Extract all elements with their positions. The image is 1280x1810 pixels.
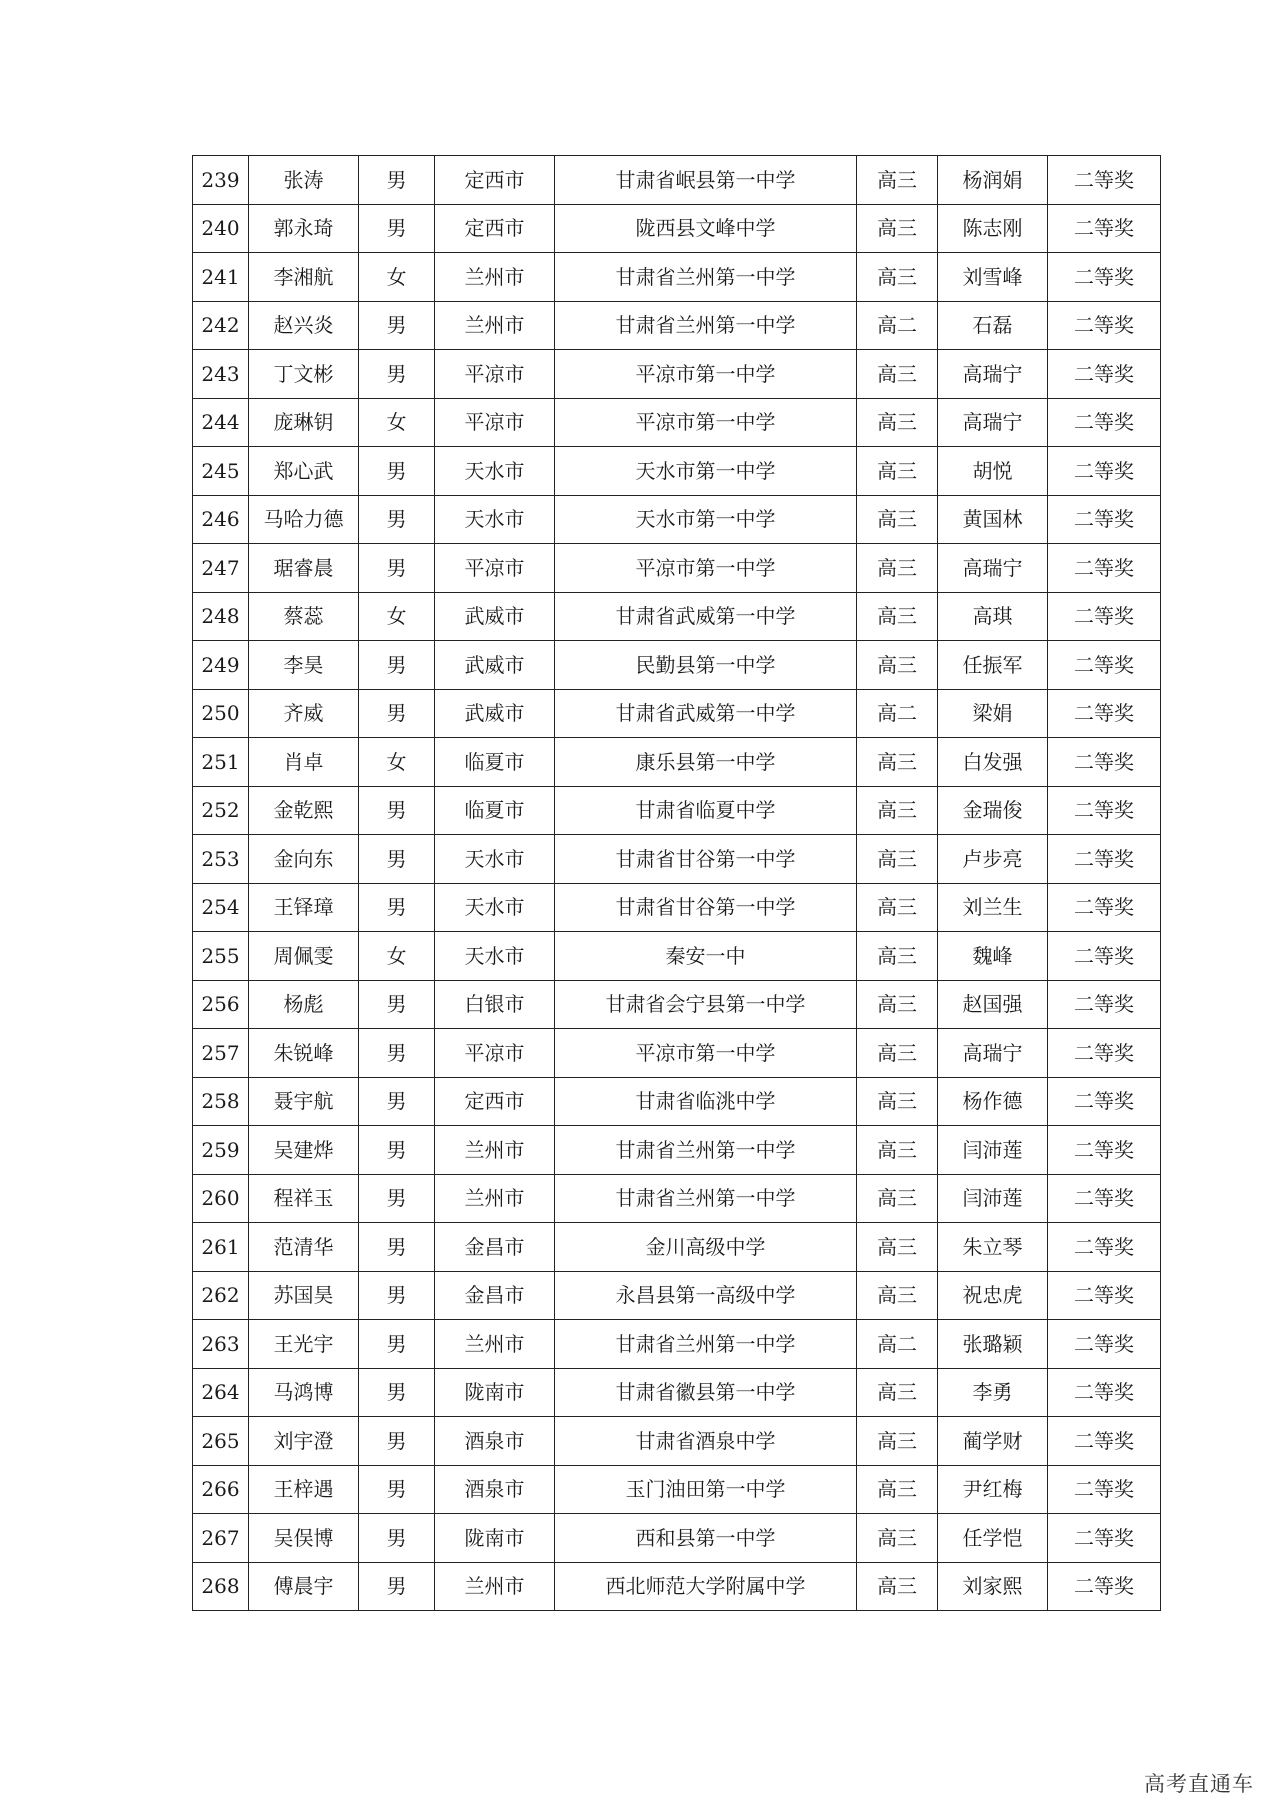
cell-grade: 高三	[857, 398, 938, 447]
cell-teacher: 蔺学财	[938, 1417, 1048, 1466]
cell-student-name: 李昊	[249, 641, 359, 690]
cell-index: 248	[193, 592, 249, 641]
cell-grade: 高三	[857, 1029, 938, 1078]
cell-school: 天水市第一中学	[555, 447, 857, 496]
cell-city: 平凉市	[435, 350, 555, 399]
cell-school: 甘肃省兰州第一中学	[555, 301, 857, 350]
cell-award: 二等奖	[1048, 592, 1161, 641]
cell-grade: 高三	[857, 1417, 938, 1466]
cell-gender: 男	[359, 350, 435, 399]
cell-gender: 男	[359, 301, 435, 350]
cell-student-name: 赵兴炎	[249, 301, 359, 350]
table-row	[193, 641, 1161, 690]
cell-gender: 女	[359, 398, 435, 447]
cell-gender: 女	[359, 592, 435, 641]
cell-grade: 高三	[857, 1271, 938, 1320]
cell-award: 二等奖	[1048, 301, 1161, 350]
cell-grade: 高三	[857, 883, 938, 932]
cell-school: 西和县第一中学	[555, 1514, 857, 1563]
cell-student-name: 丁文彬	[249, 350, 359, 399]
cell-city: 兰州市	[435, 1320, 555, 1369]
cell-index: 250	[193, 689, 249, 738]
cell-index: 243	[193, 350, 249, 399]
cell-award: 二等奖	[1048, 544, 1161, 593]
cell-school: 民勤县第一中学	[555, 641, 857, 690]
cell-teacher: 高瑞宁	[938, 398, 1048, 447]
cell-teacher: 杨作德	[938, 1077, 1048, 1126]
cell-index: 261	[193, 1223, 249, 1272]
cell-index: 266	[193, 1465, 249, 1514]
cell-award: 二等奖	[1048, 1029, 1161, 1078]
cell-city: 白银市	[435, 980, 555, 1029]
cell-student-name: 金向东	[249, 835, 359, 884]
cell-student-name: 朱锐峰	[249, 1029, 359, 1078]
cell-city: 天水市	[435, 883, 555, 932]
cell-index: 242	[193, 301, 249, 350]
cell-teacher: 魏峰	[938, 932, 1048, 981]
cell-gender: 男	[359, 786, 435, 835]
cell-student-name: 周佩雯	[249, 932, 359, 981]
cell-city: 酒泉市	[435, 1417, 555, 1466]
award-list-table	[192, 155, 1161, 1611]
cell-school: 甘肃省武威第一中学	[555, 689, 857, 738]
cell-gender: 男	[359, 1174, 435, 1223]
cell-student-name: 琚睿晨	[249, 544, 359, 593]
cell-city: 武威市	[435, 592, 555, 641]
cell-gender: 男	[359, 1029, 435, 1078]
cell-teacher: 陈志刚	[938, 204, 1048, 253]
cell-teacher: 任学恺	[938, 1514, 1048, 1563]
table-row	[193, 1368, 1161, 1417]
cell-index: 258	[193, 1077, 249, 1126]
cell-city: 定西市	[435, 1077, 555, 1126]
cell-teacher: 刘家熙	[938, 1562, 1048, 1611]
cell-school: 甘肃省武威第一中学	[555, 592, 857, 641]
table-row	[193, 883, 1161, 932]
cell-teacher: 白发强	[938, 738, 1048, 787]
cell-gender: 男	[359, 641, 435, 690]
table-row	[193, 253, 1161, 302]
cell-award: 二等奖	[1048, 1465, 1161, 1514]
cell-student-name: 傅晨宇	[249, 1562, 359, 1611]
cell-teacher: 闫沛莲	[938, 1174, 1048, 1223]
cell-index: 257	[193, 1029, 249, 1078]
cell-student-name: 马鸿博	[249, 1368, 359, 1417]
table-row	[193, 1320, 1161, 1369]
cell-school: 陇西县文峰中学	[555, 204, 857, 253]
table-row	[193, 932, 1161, 981]
cell-award: 二等奖	[1048, 980, 1161, 1029]
cell-city: 定西市	[435, 204, 555, 253]
cell-teacher: 赵国强	[938, 980, 1048, 1029]
cell-student-name: 吴俣博	[249, 1514, 359, 1563]
table-row	[193, 1514, 1161, 1563]
cell-city: 定西市	[435, 156, 555, 205]
cell-city: 陇南市	[435, 1368, 555, 1417]
cell-city: 兰州市	[435, 253, 555, 302]
cell-school: 秦安一中	[555, 932, 857, 981]
cell-index: 255	[193, 932, 249, 981]
cell-school: 永昌县第一高级中学	[555, 1271, 857, 1320]
cell-grade: 高二	[857, 1320, 938, 1369]
cell-school: 平凉市第一中学	[555, 398, 857, 447]
cell-city: 平凉市	[435, 1029, 555, 1078]
cell-student-name: 蔡蕊	[249, 592, 359, 641]
cell-student-name: 苏国昊	[249, 1271, 359, 1320]
cell-grade: 高三	[857, 1126, 938, 1175]
cell-school: 平凉市第一中学	[555, 544, 857, 593]
cell-city: 临夏市	[435, 738, 555, 787]
cell-index: 244	[193, 398, 249, 447]
cell-student-name: 庞琳钥	[249, 398, 359, 447]
cell-teacher: 刘雪峰	[938, 253, 1048, 302]
cell-index: 259	[193, 1126, 249, 1175]
cell-teacher: 高瑞宁	[938, 350, 1048, 399]
cell-city: 陇南市	[435, 1514, 555, 1563]
cell-teacher: 黄国林	[938, 495, 1048, 544]
cell-award: 二等奖	[1048, 1514, 1161, 1563]
cell-award: 二等奖	[1048, 1320, 1161, 1369]
cell-school: 甘肃省临洮中学	[555, 1077, 857, 1126]
cell-grade: 高三	[857, 835, 938, 884]
cell-teacher: 高瑞宁	[938, 1029, 1048, 1078]
cell-school: 天水市第一中学	[555, 495, 857, 544]
cell-city: 兰州市	[435, 1126, 555, 1175]
table-row	[193, 1223, 1161, 1272]
cell-index: 268	[193, 1562, 249, 1611]
cell-grade: 高三	[857, 1368, 938, 1417]
cell-award: 二等奖	[1048, 495, 1161, 544]
cell-gender: 男	[359, 980, 435, 1029]
table-row	[193, 1417, 1161, 1466]
cell-gender: 男	[359, 1271, 435, 1320]
table-row	[193, 1174, 1161, 1223]
cell-grade: 高二	[857, 301, 938, 350]
cell-grade: 高三	[857, 1077, 938, 1126]
cell-city: 平凉市	[435, 398, 555, 447]
cell-school: 甘肃省酒泉中学	[555, 1417, 857, 1466]
cell-grade: 高三	[857, 204, 938, 253]
cell-gender: 女	[359, 253, 435, 302]
cell-gender: 男	[359, 1126, 435, 1175]
watermark-text: 高考直通车	[1144, 1772, 1254, 1796]
cell-award: 二等奖	[1048, 932, 1161, 981]
cell-student-name: 郑心武	[249, 447, 359, 496]
cell-award: 二等奖	[1048, 398, 1161, 447]
cell-teacher: 胡悦	[938, 447, 1048, 496]
cell-school: 甘肃省岷县第一中学	[555, 156, 857, 205]
cell-award: 二等奖	[1048, 883, 1161, 932]
cell-grade: 高三	[857, 1174, 938, 1223]
cell-student-name: 程祥玉	[249, 1174, 359, 1223]
table-row	[193, 835, 1161, 884]
cell-award: 二等奖	[1048, 1368, 1161, 1417]
table-row	[193, 980, 1161, 1029]
cell-teacher: 张璐颖	[938, 1320, 1048, 1369]
cell-award: 二等奖	[1048, 1223, 1161, 1272]
table-row	[193, 156, 1161, 205]
cell-city: 兰州市	[435, 1174, 555, 1223]
cell-teacher: 高瑞宁	[938, 544, 1048, 593]
cell-award: 二等奖	[1048, 204, 1161, 253]
cell-student-name: 马哈力德	[249, 495, 359, 544]
cell-teacher: 高琪	[938, 592, 1048, 641]
cell-grade: 高三	[857, 1514, 938, 1563]
cell-student-name: 王铎璋	[249, 883, 359, 932]
cell-award: 二等奖	[1048, 156, 1161, 205]
table-row	[193, 786, 1161, 835]
cell-index: 256	[193, 980, 249, 1029]
cell-school: 甘肃省徽县第一中学	[555, 1368, 857, 1417]
cell-teacher: 闫沛莲	[938, 1126, 1048, 1175]
cell-teacher: 尹红梅	[938, 1465, 1048, 1514]
cell-teacher: 石磊	[938, 301, 1048, 350]
table-row	[193, 1126, 1161, 1175]
cell-city: 武威市	[435, 689, 555, 738]
cell-grade: 高三	[857, 253, 938, 302]
cell-teacher: 梁娟	[938, 689, 1048, 738]
cell-gender: 男	[359, 204, 435, 253]
cell-city: 天水市	[435, 835, 555, 884]
cell-school: 平凉市第一中学	[555, 350, 857, 399]
table-row	[193, 398, 1161, 447]
cell-grade: 高三	[857, 1223, 938, 1272]
cell-gender: 男	[359, 1417, 435, 1466]
cell-index: 260	[193, 1174, 249, 1223]
cell-gender: 男	[359, 544, 435, 593]
cell-gender: 男	[359, 1368, 435, 1417]
cell-school: 甘肃省会宁县第一中学	[555, 980, 857, 1029]
cell-index: 267	[193, 1514, 249, 1563]
cell-school: 康乐县第一中学	[555, 738, 857, 787]
cell-gender: 男	[359, 156, 435, 205]
cell-gender: 男	[359, 1320, 435, 1369]
cell-student-name: 刘宇澄	[249, 1417, 359, 1466]
cell-index: 262	[193, 1271, 249, 1320]
cell-school: 玉门油田第一中学	[555, 1465, 857, 1514]
cell-student-name: 郭永琦	[249, 204, 359, 253]
cell-award: 二等奖	[1048, 738, 1161, 787]
cell-school: 甘肃省甘谷第一中学	[555, 835, 857, 884]
cell-gender: 女	[359, 738, 435, 787]
cell-student-name: 金乾熙	[249, 786, 359, 835]
table-row	[193, 1465, 1161, 1514]
cell-school: 西北师范大学附属中学	[555, 1562, 857, 1611]
cell-city: 临夏市	[435, 786, 555, 835]
cell-city: 武威市	[435, 641, 555, 690]
cell-grade: 高三	[857, 932, 938, 981]
cell-student-name: 张涛	[249, 156, 359, 205]
cell-gender: 男	[359, 689, 435, 738]
table-row	[193, 689, 1161, 738]
cell-student-name: 聂宇航	[249, 1077, 359, 1126]
cell-city: 天水市	[435, 932, 555, 981]
cell-index: 252	[193, 786, 249, 835]
cell-grade: 高三	[857, 592, 938, 641]
cell-grade: 高三	[857, 786, 938, 835]
table-row	[193, 301, 1161, 350]
table-row	[193, 1029, 1161, 1078]
cell-award: 二等奖	[1048, 350, 1161, 399]
cell-city: 金昌市	[435, 1271, 555, 1320]
cell-index: 239	[193, 156, 249, 205]
cell-index: 263	[193, 1320, 249, 1369]
cell-grade: 高三	[857, 980, 938, 1029]
cell-teacher: 杨润娟	[938, 156, 1048, 205]
cell-city: 天水市	[435, 447, 555, 496]
cell-gender: 男	[359, 835, 435, 884]
table-row	[193, 738, 1161, 787]
cell-award: 二等奖	[1048, 689, 1161, 738]
cell-award: 二等奖	[1048, 1077, 1161, 1126]
cell-index: 249	[193, 641, 249, 690]
cell-gender: 男	[359, 1077, 435, 1126]
cell-award: 二等奖	[1048, 447, 1161, 496]
cell-city: 酒泉市	[435, 1465, 555, 1514]
table-row	[193, 1562, 1161, 1611]
cell-index: 251	[193, 738, 249, 787]
cell-gender: 男	[359, 1514, 435, 1563]
cell-school: 金川高级中学	[555, 1223, 857, 1272]
cell-award: 二等奖	[1048, 641, 1161, 690]
cell-gender: 男	[359, 1223, 435, 1272]
cell-index: 247	[193, 544, 249, 593]
cell-grade: 高三	[857, 495, 938, 544]
table-row	[193, 592, 1161, 641]
cell-grade: 高二	[857, 689, 938, 738]
cell-grade: 高三	[857, 738, 938, 787]
cell-student-name: 王梓遇	[249, 1465, 359, 1514]
cell-award: 二等奖	[1048, 1271, 1161, 1320]
cell-city: 天水市	[435, 495, 555, 544]
cell-award: 二等奖	[1048, 1562, 1161, 1611]
cell-index: 246	[193, 495, 249, 544]
cell-teacher: 李勇	[938, 1368, 1048, 1417]
cell-teacher: 卢步亮	[938, 835, 1048, 884]
cell-index: 265	[193, 1417, 249, 1466]
cell-teacher: 刘兰生	[938, 883, 1048, 932]
cell-grade: 高三	[857, 1562, 938, 1611]
cell-school: 甘肃省甘谷第一中学	[555, 883, 857, 932]
cell-city: 兰州市	[435, 1562, 555, 1611]
cell-teacher: 任振军	[938, 641, 1048, 690]
cell-award: 二等奖	[1048, 1417, 1161, 1466]
cell-student-name: 李湘航	[249, 253, 359, 302]
cell-gender: 男	[359, 447, 435, 496]
cell-grade: 高三	[857, 350, 938, 399]
award-table-body	[193, 156, 1161, 1611]
table-row	[193, 447, 1161, 496]
cell-grade: 高三	[857, 156, 938, 205]
table-row	[193, 1077, 1161, 1126]
table-row	[193, 544, 1161, 593]
cell-gender: 男	[359, 883, 435, 932]
table-row	[193, 350, 1161, 399]
cell-city: 金昌市	[435, 1223, 555, 1272]
cell-index: 245	[193, 447, 249, 496]
cell-index: 241	[193, 253, 249, 302]
cell-gender: 男	[359, 1465, 435, 1514]
table-row	[193, 1271, 1161, 1320]
cell-grade: 高三	[857, 447, 938, 496]
cell-school: 甘肃省兰州第一中学	[555, 1126, 857, 1175]
table-row	[193, 495, 1161, 544]
cell-teacher: 祝忠虎	[938, 1271, 1048, 1320]
cell-student-name: 吴建烨	[249, 1126, 359, 1175]
cell-city: 平凉市	[435, 544, 555, 593]
cell-award: 二等奖	[1048, 253, 1161, 302]
cell-student-name: 齐威	[249, 689, 359, 738]
cell-school: 甘肃省兰州第一中学	[555, 253, 857, 302]
cell-school: 平凉市第一中学	[555, 1029, 857, 1078]
cell-school: 甘肃省临夏中学	[555, 786, 857, 835]
cell-teacher: 朱立琴	[938, 1223, 1048, 1272]
cell-award: 二等奖	[1048, 835, 1161, 884]
cell-grade: 高三	[857, 641, 938, 690]
cell-gender: 男	[359, 1562, 435, 1611]
cell-award: 二等奖	[1048, 1126, 1161, 1175]
cell-student-name: 王光宇	[249, 1320, 359, 1369]
cell-index: 240	[193, 204, 249, 253]
cell-award: 二等奖	[1048, 1174, 1161, 1223]
cell-student-name: 肖卓	[249, 738, 359, 787]
cell-grade: 高三	[857, 1465, 938, 1514]
cell-student-name: 杨彪	[249, 980, 359, 1029]
cell-student-name: 范清华	[249, 1223, 359, 1272]
cell-index: 253	[193, 835, 249, 884]
cell-index: 254	[193, 883, 249, 932]
cell-teacher: 金瑞俊	[938, 786, 1048, 835]
cell-index: 264	[193, 1368, 249, 1417]
cell-gender: 男	[359, 495, 435, 544]
cell-award: 二等奖	[1048, 786, 1161, 835]
cell-school: 甘肃省兰州第一中学	[555, 1174, 857, 1223]
table-row	[193, 204, 1161, 253]
cell-school: 甘肃省兰州第一中学	[555, 1320, 857, 1369]
cell-grade: 高三	[857, 544, 938, 593]
cell-gender: 女	[359, 932, 435, 981]
cell-city: 兰州市	[435, 301, 555, 350]
